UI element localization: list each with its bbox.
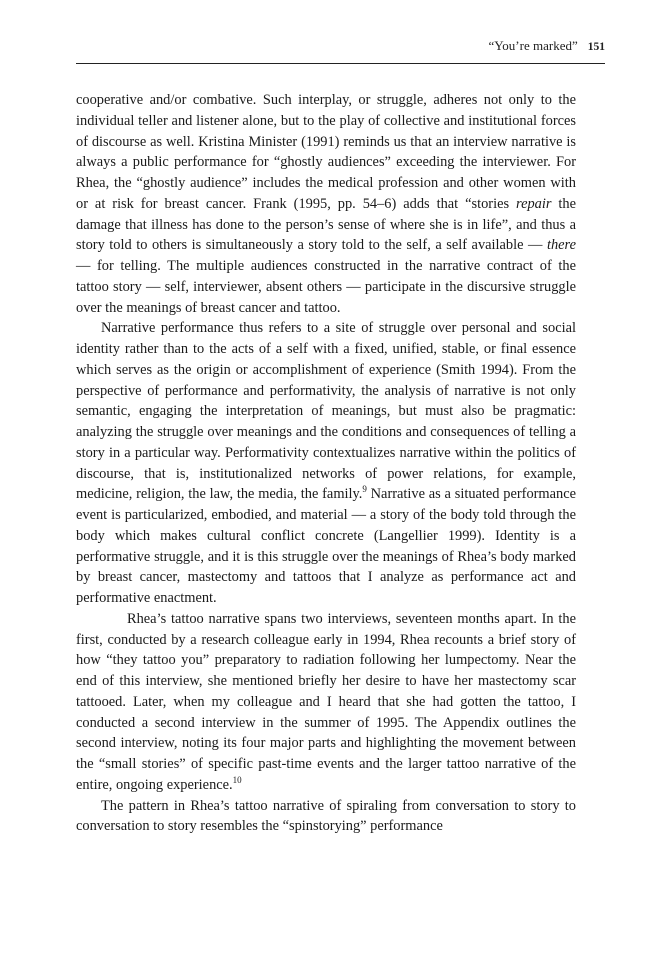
paragraph — [76, 90, 576, 318]
text-run: — for telling. The multiple audiences constructed in the narrative contract of the tattoo story — self, interviewer, absent others — participate in the discursive struggle over the meanings of breast cancer and tattoo. — [76, 258, 576, 316]
text-run: cooperative and/or combative. Such interplay, or struggle, adheres not only to the individual teller and listener alone, but to the play of collective and institutional forces of discourse as well. Kristina Minister (1991) reminds us that an interview narrative is always a public performance for “ghostly audiences” exceeding the interviewer. For Rhea, the “ghostly audience” includes the medical profession and other women with or at risk for breast cancer. Frank (1995, pp. 54–6) adds that “stories — [76, 92, 576, 212]
footnote-marker: 10 — [232, 774, 242, 785]
footnote-marker: 9 — [362, 484, 367, 495]
paragraph — [76, 318, 576, 609]
italic-text: there — [546, 237, 576, 254]
body-text — [76, 90, 576, 837]
text-run: Narrative performance thus refers to a site of struggle over personal and social identity rather than to the acts of a self with a fixed, unified, stable, or final essence which serves as the origin or accomplishment of experience (Smith 1994). From the perspective of performance and performativity, the analysis of narrative is not only semantic, engaging the interpretation of meanings, but must also be pragmatic: analyzing the struggle over meanings and the conditions and consequences of telling a story in a particular way. Performativity contextualizes narrative within the politics of discourse, that is, institutionalized networks of power relations, for example, medicine, religion, the law, the media, the family. — [76, 320, 576, 503]
running-header — [76, 38, 605, 54]
page-number: 151 — [587, 41, 605, 53]
paragraph — [76, 609, 576, 796]
text-run: The pattern in Rhea’s tattoo narrative of spiraling from conversation to story to conversation to story resembles the “spinstorying” performance — [76, 797, 576, 835]
text-run: Narrative as a situated performance event is particularized, embodied, and material — a story of the body told through the body which makes cultural conflict concrete (Langellier 1999). Identity is a performative struggle, and it is this struggle over the meanings of Rhea’s body marked by breast cancer, mastectomy and tattoos that I analyze as performance act and performative enactment. — [76, 486, 576, 606]
header-rule — [76, 63, 605, 64]
running-title: “You’re marked” — [488, 38, 578, 53]
text-run: the damage that illness has done to the person’s sense of where she is in life”, and thus a story told to others is simultaneously a story told to the self, a self available — — [76, 195, 576, 254]
text-run: Rhea’s tattoo narrative spans two interviews, seventeen months apart. In the first, conducted by a research colleague early in 1994, Rhea recounts a brief story of how “they tattoo you” preparatory to radiation following her lumpectomy. Near the end of this interview, she mentioned briefly her desire to have her mastectomy scar tattooed. Later, when my colleague and I heard that she had gotten the tattoo, I conducted a second interview in the summer of 1995. The Appendix outlines the second interview, noting its four major parts and highlighting the movement between the “small stories” of specific past-time events and the larger tattoo narrative of the entire, ongoing experience. — [76, 610, 576, 793]
italic-text: repair — [516, 195, 552, 212]
paragraph — [76, 796, 576, 838]
